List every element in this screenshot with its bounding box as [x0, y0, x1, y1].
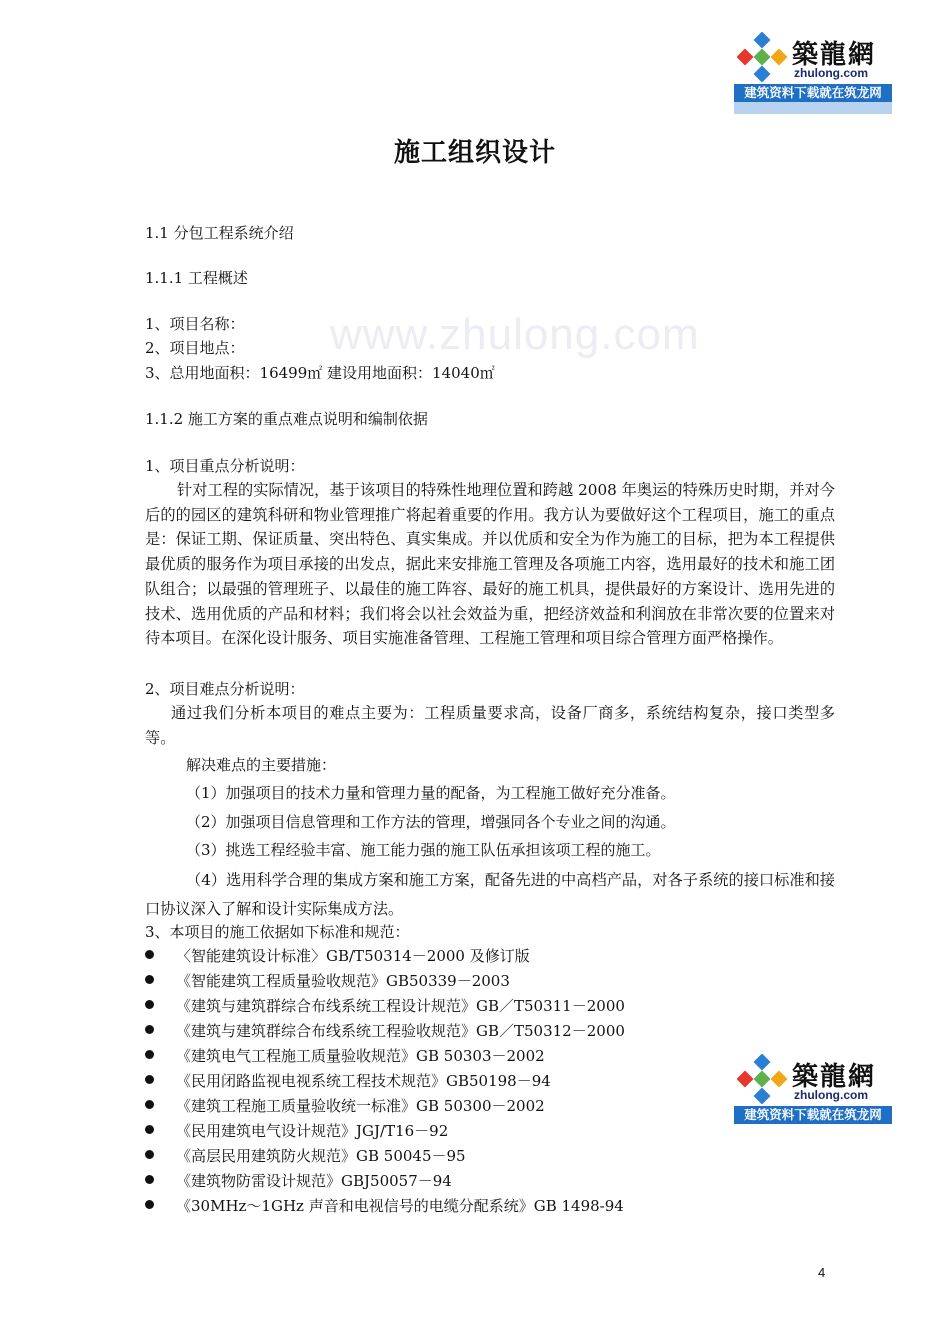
difficulties-paragraph: 通过我们分析本项目的难点主要为：工程质量要求高，设备厂商多，系统结构复杂，接口类型多等。 — [145, 704, 835, 747]
project-location: 2、项目地点： — [145, 339, 245, 357]
measure-3: （3）挑选工程经验丰富、施工能力强的施工队伍承担该项工程的施工。 — [186, 841, 661, 859]
standard-item: 《高层民用建筑防火规范》GB 50045－95 — [145, 1146, 466, 1166]
logo-mark-icon — [737, 1054, 787, 1104]
zhulong-logo-bottom — [734, 1050, 892, 1126]
bullet-icon — [145, 975, 154, 984]
bullet-icon — [145, 1150, 154, 1159]
basis-heading: 3、本项目的施工依据如下标准和规范： — [145, 923, 410, 941]
standard-item: 《建筑与建筑群综合布线系统工程验收规范》GB／T50312－2000 — [145, 1021, 625, 1041]
standard-item: 《30MHz～1GHz 声音和电视信号的电缆分配系统》GB 1498-94 — [145, 1196, 624, 1216]
measure-4: （4）选用科学合理的集成方案和施工方案，配备先进的中高档产品，对各子系统的接口标准和接口协议深入了解和设计实际集成方法。 — [145, 871, 835, 918]
difficulties-heading: 2、项目难点分析说明： — [145, 680, 305, 698]
logo-en-text: zhulong.com — [794, 66, 868, 80]
standard-item: 《智能建筑工程质量验收规范》GB50339－2003 — [145, 971, 510, 991]
bullet-icon — [145, 1200, 154, 1209]
standard-item: 《民用闭路监视电视系统工程技术规范》GB50198－94 — [145, 1071, 551, 1091]
page-number: 4 — [818, 1265, 826, 1280]
standard-item: 〈智能建筑设计标准〉GB/T50314－2000 及修订版 — [145, 946, 530, 966]
measure-1: （1）加强项目的技术力量和管理力量的配备，为工程施工做好充分准备。 — [186, 784, 676, 802]
standard-item: 《建筑与建筑群综合布线系统工程设计规范》GB／T50311－2000 — [145, 996, 625, 1016]
standard-item: 《建筑物防雷设计规范》GBJ50057－94 — [145, 1171, 452, 1191]
bullet-icon — [145, 1125, 154, 1134]
bullet-icon — [145, 1025, 154, 1034]
logo-mark-icon — [737, 32, 787, 82]
measure-2: （2）加强项目信息管理和工作方法的管理，增强同各个专业之间的沟通。 — [186, 813, 676, 831]
standard-item: 《建筑电气工程施工质量验收规范》GB 50303－2002 — [145, 1046, 545, 1066]
heading-1-1: 1.1 分包工程系统介绍 — [145, 224, 294, 242]
bullet-icon — [145, 1000, 154, 1009]
logo-banner: 建筑资料下载就在筑龙网 — [734, 1106, 892, 1124]
heading-1-1-2: 1.1.2 施工方案的重点难点说明和编制依据 — [145, 410, 428, 428]
heading-1-1-1: 1.1.1 工程概述 — [145, 269, 248, 287]
bullet-icon — [145, 1050, 154, 1059]
project-name: 1、项目名称： — [145, 315, 245, 333]
watermark: www.zhulong.com — [330, 310, 700, 359]
key-points-paragraph: 针对工程的实际情况，基于该项目的特殊性地理位置和跨越 2008 年奥运的特殊历史时期，并对今后的的园区的建筑科研和物业管理推广将起着重要的作用。我方认为要做好这个工程项目，施工的重点是：保证工期、保证质量、突出特色、真实集成。并以优质和安全为作为施工的目标，把为本工程提供最优质的服务作为项目承接的出发点，据此来安排施工管理及各项施工内容，选用最好的技术和施工团队组合；以最强的管理班子、以最佳的施工阵容、最好的施工机具，提供最好的方案设计、选用先进的技术、选用优质的产品和材料；我们将会以社会效益为重，把经济效益和利润放在非常次要的位置来对待本项目。在深化设计服务、项目实施准备管理、工程施工管理和项目综合管理方面严格操作。 — [145, 481, 835, 648]
logo-banner: 建筑资料下载就在筑龙网 — [734, 84, 892, 102]
bullet-icon — [145, 950, 154, 959]
logo-cn-text: 築龍網 — [792, 40, 877, 70]
logo-banner-tail — [734, 102, 892, 114]
standard-item: 《民用建筑电气设计规范》JGJ/T16－92 — [145, 1121, 448, 1141]
project-area: 3、总用地面积：16499㎡ 建设用地面积：14040㎡ — [145, 364, 495, 382]
bullet-icon — [145, 1175, 154, 1184]
measures-heading: 解决难点的主要措施： — [186, 756, 337, 774]
bullet-icon — [145, 1100, 154, 1109]
page-title: 施工组织设计 — [393, 138, 556, 168]
zhulong-logo-top — [734, 28, 892, 108]
bullet-icon — [145, 1075, 154, 1084]
key-points-heading: 1、项目重点分析说明： — [145, 457, 305, 475]
logo-en-text: zhulong.com — [794, 1088, 868, 1102]
standard-item: 《建筑工程施工质量验收统一标准》GB 50300－2002 — [145, 1096, 545, 1116]
logo-cn-text: 築龍網 — [792, 1062, 877, 1092]
